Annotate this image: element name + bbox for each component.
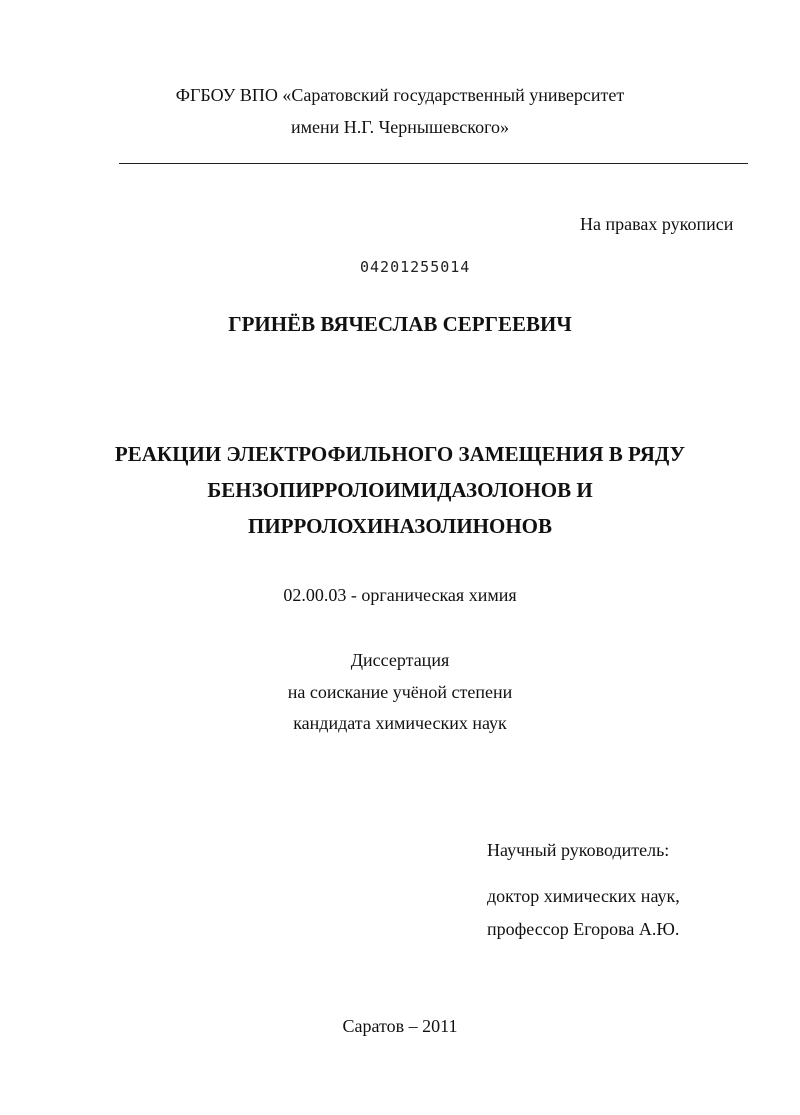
author-name: ГРИНЁВ ВЯЧЕСЛАВ СЕРГЕЕВИЧ <box>228 312 572 336</box>
supervisor-label: Научный руководитель: <box>487 840 670 860</box>
city-year: Саратов – 2011 <box>342 1016 458 1036</box>
degree-line-1: Диссертация <box>350 650 450 670</box>
supervisor-degree: доктор химических наук, <box>487 886 680 906</box>
specialty-code: 02.00.03 - органическая химия <box>283 585 517 605</box>
degree-line-3: кандидата химических наук <box>293 713 507 733</box>
title-line-1: РЕАКЦИИ ЭЛЕКТРОФИЛЬНОГО ЗАМЕЩЕНИЯ В РЯДУ <box>114 442 686 466</box>
dissertation-title <box>0 440 800 548</box>
degree-line-2: на соискание учёной степени <box>287 682 513 702</box>
header-divider <box>119 163 748 164</box>
organization-line-2: имени Н.Г. Чернышевского» <box>290 117 510 137</box>
registration-number: 04201255014 <box>360 258 471 276</box>
manuscript-note: На правах рукописи <box>580 214 734 234</box>
supervisor-name: профессор Егорова А.Ю. <box>487 919 680 939</box>
organization-line-1: ФГБОУ ВПО «Саратовский государственный университет <box>175 85 625 105</box>
title-line-3: ПИРРОЛОХИНАЗОЛИНОНОВ <box>247 514 552 538</box>
title-line-2: БЕНЗОПИРРОЛОИМИДАЗОЛОНОВ И <box>207 478 593 502</box>
